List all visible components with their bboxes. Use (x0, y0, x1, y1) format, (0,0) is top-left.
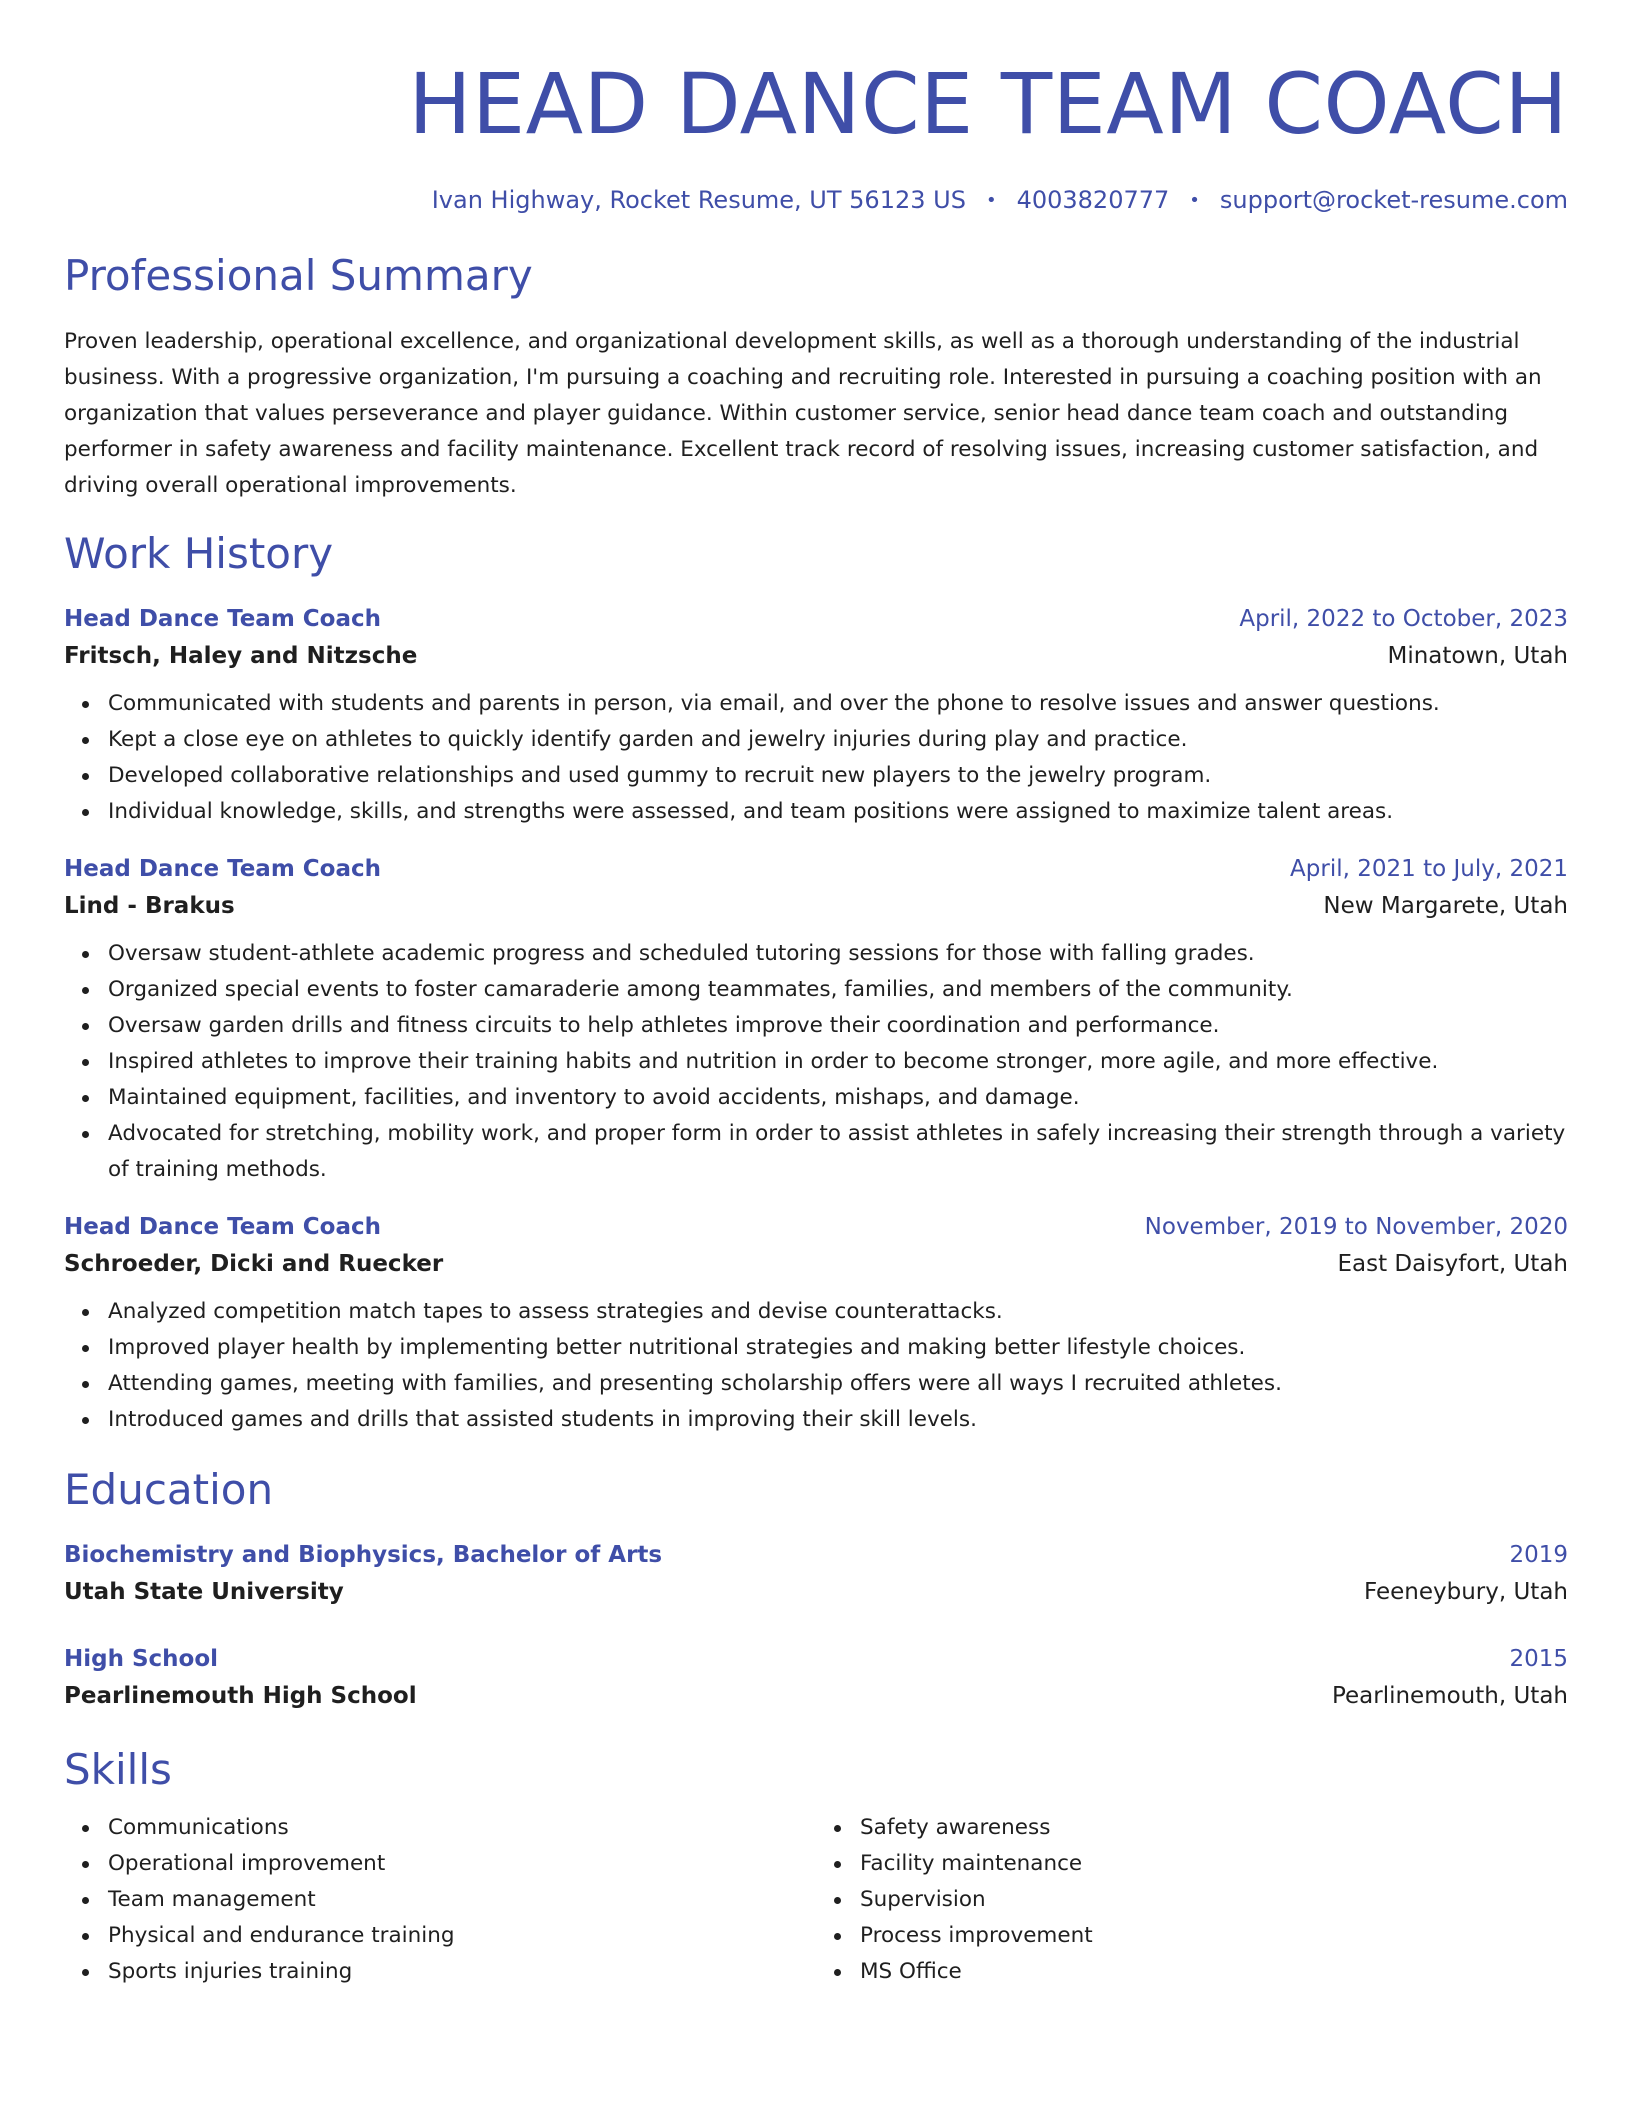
job-company: Fritsch, Haley and Nitzsche (64, 643, 418, 669)
resume-header (64, 0, 1568, 214)
job-company: Schroeder, Dicki and Ruecker (64, 1251, 444, 1277)
job-title: Head Dance Team Coach (64, 1214, 382, 1240)
job-title: Head Dance Team Coach (64, 606, 382, 632)
skill-item: Supervision (860, 1882, 1568, 1918)
education-heading: Education (64, 1465, 274, 1514)
summary-heading: Professional Summary (64, 251, 533, 300)
skills-heading: Skills (64, 1745, 172, 1794)
job-bullet: Maintained equipment, facilities, and inventory to avoid accidents, mishaps, and damage. (108, 1080, 1568, 1116)
skill-item: Operational improvement (108, 1846, 816, 1882)
job-bullet: Individual knowledge, skills, and strengths were assessed, and team positions were assigned to maximize talent areas. (108, 794, 1568, 830)
job-title: Head Dance Team Coach (64, 856, 382, 882)
education-location: Pearlinemouth, Utah (1331, 1683, 1568, 1709)
work-history-section (64, 528, 1568, 1438)
education-school: Utah State University (64, 1579, 344, 1605)
skills-section (64, 1744, 1568, 1990)
education-degree: High School (64, 1646, 219, 1672)
education-entry (64, 1642, 1568, 1716)
education-location: Feeneybury, Utah (1363, 1579, 1568, 1605)
skill-item: Team management (108, 1882, 816, 1918)
work-history-heading: Work History (64, 529, 334, 578)
education-degree: Biochemistry and Biophysics, Bachelor of Arts (64, 1542, 663, 1568)
job-bullet: Oversaw garden drills and fitness circuits to help athletes improve their coordination and performance. (108, 1008, 1568, 1044)
job-entry (64, 602, 1568, 830)
job-dates: April, 2022 to October, 2023 (1239, 606, 1568, 632)
job-bullet: Communicated with students and parents in person, via email, and over the phone to resolve issues and answer questions. (108, 686, 1568, 722)
resume-title: HEAD DANCE TEAM COACH (408, 55, 1568, 153)
job-bullet: Improved player health by implementing better nutritional strategies and making better lifestyle choices. (108, 1330, 1568, 1366)
job-location: Minatown, Utah (1387, 643, 1568, 669)
job-bullet: Developed collaborative relationships and used gummy to recruit new players to the jewelry program. (108, 758, 1568, 794)
job-dates: April, 2021 to July, 2021 (1290, 856, 1568, 882)
skill-item: Facility maintenance (860, 1846, 1568, 1882)
job-location: New Margarete, Utah (1323, 893, 1568, 919)
contact-email: support@rocket-resume.com (1219, 186, 1568, 214)
contact-separator: • (985, 189, 997, 211)
skills-list-left (64, 1810, 816, 1990)
skills-columns (64, 1810, 1568, 1990)
skills-list-right (816, 1810, 1568, 1990)
job-bullet: Introduced games and drills that assisted students in improving their skill levels. (108, 1402, 1568, 1438)
summary-text: Proven leadership, operational excellence, and organizational development skills, as well as a thorough understanding of the industrial business. With a progressive organization, I'm pursuing a coaching and recruiting role. Interested in pursuing a coaching position with an organization that values perseverance and player guidance. Within customer service, senior head dance team coach and outstanding performer in safety awareness and facility maintenance. Excellent track record of resolving issues, increasing customer satisfaction, and driving overall operational improvements. (64, 329, 1542, 498)
skill-item: Safety awareness (860, 1810, 1568, 1846)
job-bullets (64, 936, 1568, 1188)
summary-section (64, 250, 1568, 504)
job-dates: November, 2019 to November, 2020 (1144, 1214, 1568, 1240)
skill-item: Physical and endurance training (108, 1918, 816, 1954)
job-bullet: Attending games, meeting with families, and presenting scholarship offers were all ways I recruited athletes. (108, 1366, 1568, 1402)
contact-line (64, 186, 1568, 214)
job-bullet: Inspired athletes to improve their training habits and nutrition in order to become stronger, more agile, and more effective. (108, 1044, 1568, 1080)
skill-item: Sports injuries training (108, 1954, 816, 1990)
job-bullet: Organized special events to foster camaraderie among teammates, families, and members of the community. (108, 972, 1568, 1008)
education-entry (64, 1538, 1568, 1612)
education-year: 2019 (1509, 1542, 1568, 1568)
education-school: Pearlinemouth High School (64, 1683, 417, 1709)
education-year: 2015 (1509, 1646, 1568, 1672)
job-entry (64, 852, 1568, 1188)
job-bullet: Analyzed competition match tapes to assess strategies and devise counterattacks. (108, 1294, 1568, 1330)
education-section (64, 1464, 1568, 1716)
job-bullet: Oversaw student-athlete academic progress and scheduled tutoring sessions for those with falling grades. (108, 936, 1568, 972)
job-bullets (64, 1294, 1568, 1438)
job-company: Lind - Brakus (64, 893, 235, 919)
job-bullet: Advocated for stretching, mobility work, and proper form in order to assist athletes in safely increasing their strength through a variety of training methods. (108, 1116, 1568, 1188)
contact-separator: • (1189, 189, 1200, 211)
job-entry (64, 1210, 1568, 1438)
skill-item: MS Office (860, 1954, 1568, 1990)
job-bullets (64, 686, 1568, 830)
job-bullet: Kept a close eye on athletes to quickly identify garden and jewelry injuries during play and practice. (108, 722, 1568, 758)
contact-address: Ivan Highway, Rocket Resume, UT 56123 US (431, 186, 966, 214)
skill-item: Process improvement (860, 1918, 1568, 1954)
skill-item: Communications (108, 1810, 816, 1846)
contact-phone: 4003820777 (1016, 186, 1170, 214)
job-location: East Daisyfort, Utah (1337, 1251, 1568, 1277)
